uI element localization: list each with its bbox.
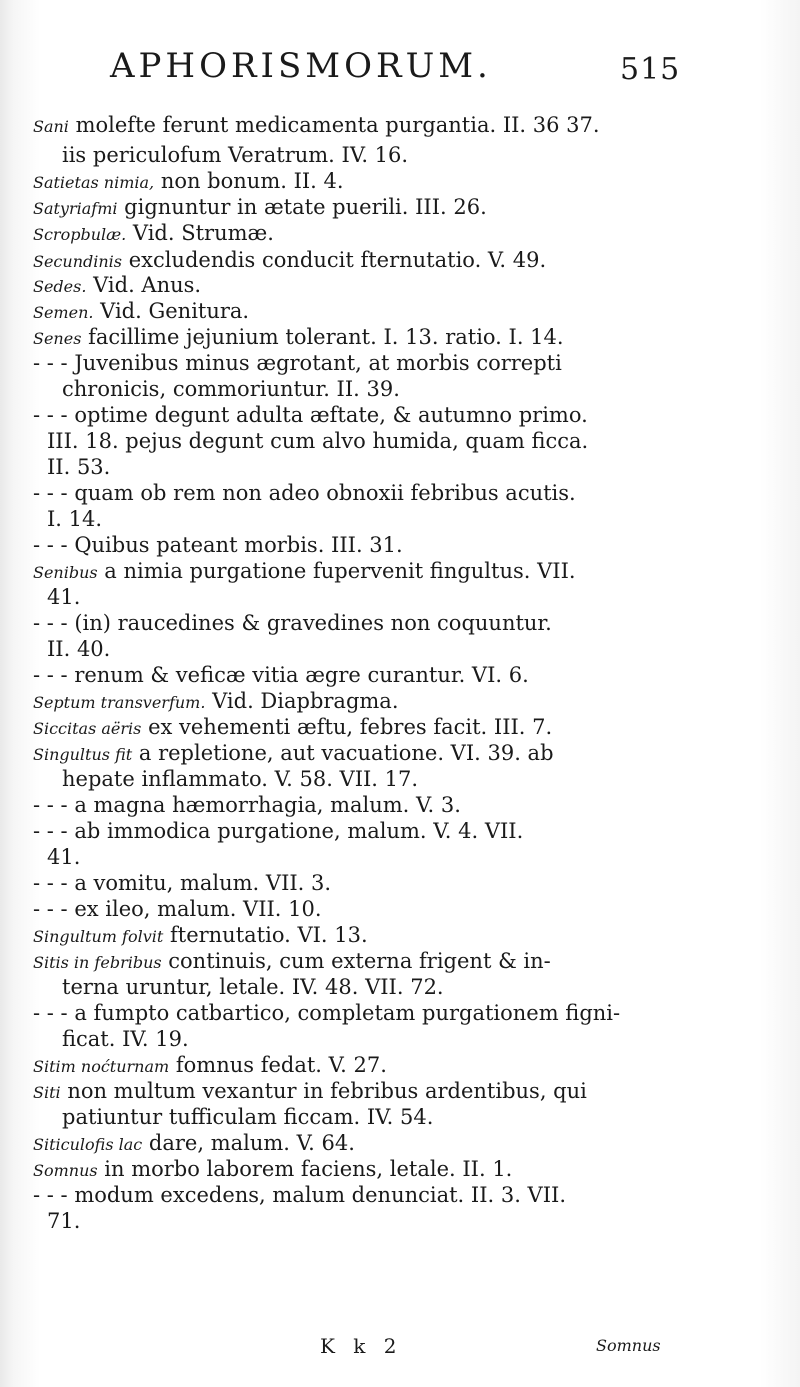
- entry-text: excludendis conducit fternutatio. V. 49.: [128, 248, 547, 272]
- entry-text: 41.: [47, 585, 81, 609]
- entry-text: - - - a magna hæmorrhagia, malum. V. 3.: [33, 793, 461, 817]
- entry-headword: Satyriafmi: [33, 199, 118, 218]
- entry-text: - - - quam ob rem non adeo obnoxii febribus acutis.: [33, 481, 576, 505]
- entry-text: continuis, cum externa frigent & in-: [168, 949, 551, 973]
- header-title: APHORISMORUM.: [110, 46, 492, 86]
- entry-text: facillime jejunium tolerant. I. 13. ratio. I. 14.: [88, 325, 564, 349]
- entry-text: chronicis, commoriuntur. II. 39.: [62, 377, 400, 401]
- entry-headword: Satietas nimia,: [33, 173, 155, 192]
- entry-text: - - - a fumpto catbartico, completam purgationem figni-: [33, 1001, 621, 1025]
- entry-headword: Secundinis: [33, 252, 122, 271]
- entry-text: - - - Quibus pateant morbis. III. 31.: [33, 533, 403, 557]
- entry-text: iis periculofum Veratrum. IV. 16.: [62, 143, 409, 167]
- entry-text: a nimia purgatione fupervenit fingultus. VII.: [104, 559, 576, 583]
- index-line: [0, 108, 800, 142]
- index-line: [0, 1204, 800, 1238]
- entry-headword: Siccitas aëris: [33, 719, 142, 738]
- entry-headword: Singultum folvit: [33, 927, 164, 946]
- entry-text: ficat. IV. 19.: [62, 1027, 189, 1051]
- entry-text: I. 14.: [47, 507, 103, 531]
- entry-text: - - - (in) raucedines & gravedines non coquuntur.: [33, 611, 552, 635]
- entry-text: gignuntur in ætate puerili. III. 26.: [124, 195, 487, 219]
- entry-headword: Senes: [33, 329, 82, 348]
- entry-headword: Somnus: [33, 1161, 98, 1180]
- entry-text: - - - ex ileo, malum. VII. 10.: [33, 897, 322, 921]
- entry-text: in morbo laborem faciens, letale. II. 1.: [104, 1157, 513, 1181]
- entry-headword: Sani: [33, 117, 69, 136]
- entry-headword: Siti: [33, 1083, 61, 1102]
- entry-text: - - - a vomitu, malum. VII. 3.: [33, 871, 332, 895]
- entry-text: - - - renum & veficæ vitia ægre curantur. VI. 6.: [33, 663, 529, 687]
- entry-text: 71.: [47, 1209, 81, 1233]
- entry-text: patiuntur tufficulam ficcam. IV. 54.: [62, 1105, 434, 1129]
- entry-headword: Singultus fit: [33, 745, 133, 764]
- entry-text: fomnus fedat. V. 27.: [175, 1053, 387, 1077]
- entry-text: Vid. Genitura.: [100, 299, 250, 323]
- entry-headword: Siticulofis lac: [33, 1135, 143, 1154]
- page-footer: [0, 1334, 800, 1374]
- entry-text: dare, malum. V. 64.: [148, 1131, 355, 1155]
- entry-text: - - - modum excedens, malum denunciat. II. 3. VII.: [33, 1183, 566, 1207]
- running-header: [110, 46, 690, 96]
- entry-text: 41.: [47, 845, 81, 869]
- entry-text: non bonum. II. 4.: [160, 169, 344, 193]
- catchword: Somnus: [596, 1336, 661, 1355]
- entry-headword: Septum transverfum.: [33, 693, 206, 712]
- entry-text: - - - ab immodica purgatione, malum. V. 4. VII.: [33, 819, 524, 843]
- entry-headword: Sitis in febribus: [33, 953, 162, 972]
- entry-text: ex vehementi æftu, febres facit. III. 7.: [148, 715, 553, 739]
- entry-headword: Sitim noćturnam: [33, 1057, 170, 1076]
- entry-text: non multum vexantur in febribus ardentibus, qui: [67, 1079, 587, 1103]
- entry-text: II. 53.: [47, 455, 111, 479]
- entry-text: - - - Juvenibus minus ægrotant, at morbis correpti: [33, 351, 562, 375]
- entry-text: Vid. Anus.: [93, 273, 202, 297]
- entry-text: terna uruntur, letale. IV. 48. VII. 72.: [62, 975, 444, 999]
- entry-headword: Semen.: [33, 303, 94, 322]
- entry-text: a repletione, aut vacuatione. VI. 39. ab: [138, 741, 554, 765]
- entry-text: II. 40.: [47, 637, 111, 661]
- page-number: 515: [620, 52, 681, 87]
- entry-headword: Scropbulæ.: [33, 225, 127, 244]
- signature-mark: K k 2: [320, 1334, 403, 1358]
- entry-text: - - - optime degunt adulta æftate, & autumno primo.: [33, 403, 588, 427]
- entry-text: fternutatio. VI. 13.: [169, 923, 368, 947]
- entry-text: Vid. Diapbragma.: [212, 689, 399, 713]
- entry-headword: Sedes.: [33, 277, 87, 296]
- entry-text: hepate inflammato. V. 58. VII. 17.: [62, 767, 419, 791]
- entry-headword: Senibus: [33, 563, 98, 582]
- entry-text: III. 18. pejus degunt cum alvo humida, quam ficca.: [47, 429, 589, 453]
- entry-text: Vid. Strumæ.: [132, 221, 274, 245]
- entry-text: molefte ferunt medicamenta purgantia. II. 36 37.: [75, 113, 600, 137]
